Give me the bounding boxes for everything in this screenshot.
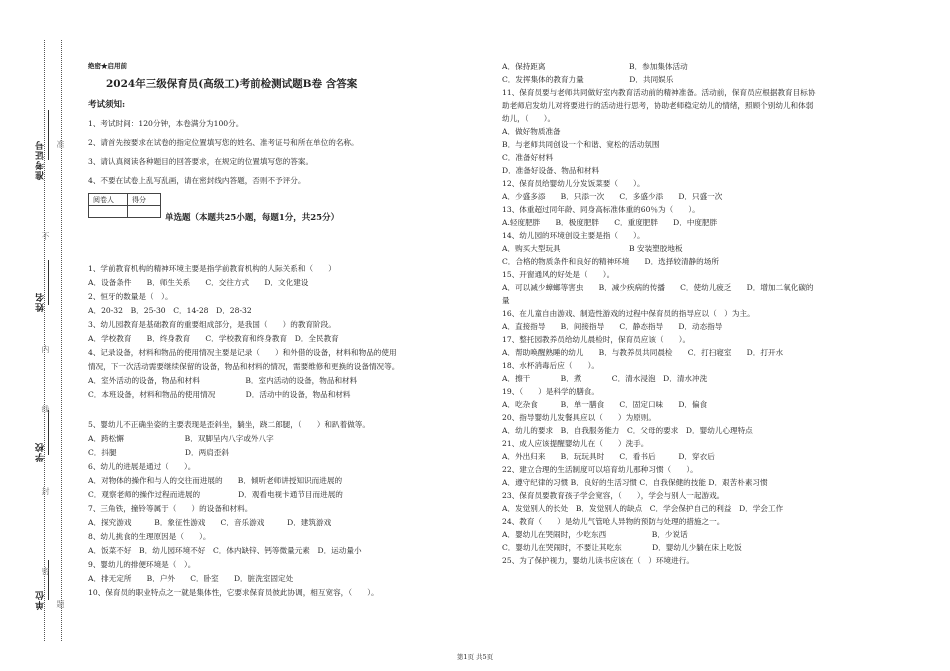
question-line: C．发挥集体的教育力量 D．共同娱乐 <box>502 75 674 84</box>
unit-label: 单位 <box>36 590 46 610</box>
question-line: A．设备条件 B．师生关系 C．交往方式 D．文化建设 <box>88 278 309 287</box>
question-line: C．本班设备，材料和物品的使用情况 D．活动中的设备，物品和材料 <box>88 390 351 399</box>
question-line: 助老师启发幼儿对将要进行的活动进行思考，协助老师稳定幼儿的情绪，照顾个别幼儿和体弱 <box>502 101 814 110</box>
question-line: 7、三角铁，撞铃等属于（ ）的设备和材料。 <box>88 504 253 513</box>
seal-line <box>44 40 45 641</box>
notice-heading: 考试须知: <box>88 100 126 110</box>
question-line: 4、记录设备，材料和物品的使用情况主要是记录（ ）和外借的设备，材料和物品的使用 <box>88 348 397 357</box>
question-line: 15、开窗通风的好处是（ ）。 <box>502 270 615 279</box>
question-line: 20、指导婴幼儿发餐具应以（ ）为原则。 <box>502 413 656 422</box>
secret-label: 绝密★启用前 <box>88 62 127 70</box>
notice-item: 2、请首先按要求在试卷的指定位置填写您的姓名、准考证号和所在单位的名称。 <box>88 138 359 147</box>
question-line: 19、（ ）是科学的膳食。 <box>502 387 599 396</box>
question-line: 6、幼儿的进展是通过（ ）。 <box>88 462 196 471</box>
question-line: A．婴幼儿在哭闹时，少吃东西 B．少说话 <box>502 530 688 539</box>
question-line: C．准备好材料 <box>502 153 554 162</box>
question-line: 23、保育员要教育孩子学会宽容，（ ），学会与别人一起游戏。 <box>502 491 725 500</box>
notice-item: 3、请认真阅读各种题目的回答要求，在规定的位置填写您的答案。 <box>88 157 314 166</box>
name-blank[interactable] <box>48 260 49 305</box>
question-line: A．直接指导 B．间接指导 C．静态指导 D．动态指导 <box>502 322 723 331</box>
question-line: 16、在儿童自由游戏、制造性游戏的过程中保育员的指导应以（ ）为主。 <box>502 309 755 318</box>
question-line: A．对物体的操作和与人的交往而进展的 B．倾听老师讲授知识而进展的 <box>88 476 343 485</box>
question-line: A．做好物质准备 <box>502 127 561 136</box>
seal-mark: 线 <box>41 405 50 413</box>
question-line: A．幼儿的要求 B．自我服务能力 C．父母的要求 D．婴幼儿心理特点 <box>502 426 753 435</box>
question-line: 18、水杯消毒后应（ ）。 <box>502 361 599 370</box>
question-line: A．吃杂食 B．单一膳食 C．固定口味 D．偏食 <box>502 400 708 409</box>
question-line: A．排无定所 B．户外 C．卧室 D．脏洗室固定处 <box>88 574 294 583</box>
question-line: A．遵守纪律的习惯 B．良好的生活习惯 C．自我保健的技能 D．艰苦朴素习惯 <box>502 478 768 487</box>
page-title: 2024年三级保育员(高级工)考前检测试题B卷 含答案 <box>106 78 358 90</box>
question-line: A．探究游戏 B．象征性游戏 C．音乐游戏 D．建筑游戏 <box>88 518 332 527</box>
question-line: 13、体重超过同年龄、同身高标准体重的60％为（ ）。 <box>502 205 700 214</box>
seal-mark: 内 <box>41 345 50 353</box>
score-blank[interactable] <box>128 206 161 218</box>
score-table <box>88 193 161 218</box>
question-line: 9、婴幼儿的排便环境是（ ）。 <box>88 560 196 569</box>
score-cell: 得分 <box>128 194 161 206</box>
binding-margin <box>0 0 80 671</box>
reviewer-blank[interactable] <box>89 206 128 218</box>
question-line: 22、建立合理的生活制度可以培育幼儿那种习惯（ ）。 <box>502 465 698 474</box>
school-blank[interactable] <box>48 410 49 455</box>
question-line: 14、幼儿园的环境创设主要是指（ ）。 <box>502 231 645 240</box>
question-line: 24、教育（ ）是幼儿气管呛人异物的预防与处理的措施之一。 <box>502 517 725 526</box>
question-line: 11、保育员要与老师共同做好室内教育活动前的精神准备。活动前，保育员应根据教育目标协 <box>502 88 816 97</box>
exam-number-blank[interactable] <box>48 110 49 160</box>
question-line: 量 <box>502 296 510 305</box>
question-line: 25、为了保护视力，婴幼儿读书应该在（ ）环境进行。 <box>502 556 694 565</box>
question-line: C．观察老师的操作过程而进展的 D．观看电视卡通节目而进展的 <box>88 490 343 499</box>
question-line: C．婴幼儿在哭闹时，不要让其吃东 D．婴幼儿少躺在床上吃饭 <box>502 543 742 552</box>
question-line: C．抖腿 D．两肩歪斜 <box>88 448 229 457</box>
unit-blank[interactable] <box>48 560 49 600</box>
question-line: A．饭菜不好 B．幼儿园环境不好 C．体内缺锌、钙等微量元素 D．运动量小 <box>88 546 362 555</box>
question-line: A．擦干 B．煮 C．清水浸泡 D．清水冲洗 <box>502 374 708 383</box>
notice-item: 4、不要在试卷上乱写乱画，请在密封线内答题，否则不予评分。 <box>88 176 306 185</box>
question-line: 10、保育员的职业特点之一就是集体性，它要求保育员彼此协调，相互宽容，（ ）。 <box>88 588 379 597</box>
question-line: 17、整托园教养员给幼儿晨检时，保育员应该（ ）。 <box>502 335 691 344</box>
question-line: 情况，下一次活动需要继续保留的设备，物品和材料的情况，需要维修和更换的设备情况等。 <box>88 362 400 371</box>
question-line: A．外出归来 B．玩玩具时 C．看书后 D．穿衣后 <box>502 452 715 461</box>
question-line: 1、学前教育机构的精神环境主要是指学前教育机构的人际关系和（ ） <box>88 264 336 273</box>
question-line: A．室外活动的设备，物品和材料 B．室内活动的设备，物品和材料 <box>88 376 358 385</box>
seal-mark: 封 <box>41 487 50 495</box>
question-line: A．购买大型玩具 B 安装塑胶地板 <box>502 244 683 253</box>
question-line: A．帮助唤醒熟睡的幼儿 B．与教养员共同晨检 C．打扫寝室 D．打开水 <box>502 348 784 357</box>
name-label: 姓名 <box>36 292 46 312</box>
question-line: A．20-32 B．25-30 C．14-28 D．28-32 <box>88 306 252 315</box>
question-line: A．可以减少蟑螂等害虫 B．减少疾病的传播 C．使幼儿疲乏 D．增加二氧化碳的 <box>502 283 814 292</box>
seal-mark: 不 <box>41 232 50 240</box>
exam-number-label: 准考证号 <box>36 140 46 180</box>
question-line: C．合格的物质条件和良好的精神环境 D．选择较清静的场所 <box>502 257 719 266</box>
school-label: 学校 <box>36 442 46 462</box>
question-line: 2、恒牙的数量是（ ）。 <box>88 292 173 301</box>
question-line: 5、婴幼儿不正确坐姿的主要表现是歪斜坐，躺坐，跷二郎腿，（ ）和趴着做等。 <box>88 420 370 429</box>
question-line: A.轻度肥胖 B．极度肥胖 C．重度肥胖 D．中度肥胖 <box>502 218 718 227</box>
question-line: A．保持距离 B．参加集体活动 <box>502 62 688 71</box>
section-title: 单选题（本题共25小题，每题1分，共25分） <box>165 213 340 223</box>
question-line: B．与老师共同创设一个和谐、宽松的活动氛围 <box>502 140 660 149</box>
question-line: 3、幼儿园教育是基础教育的重要组成部分，是我国（ ）的教育阶段。 <box>88 320 336 329</box>
question-line: 幼儿，（ ）。 <box>502 114 556 123</box>
question-line: 21、成人应该提醒婴幼儿在（ ）洗手。 <box>502 439 649 448</box>
page-footer: 第1页 共5页 <box>456 653 494 661</box>
question-line: A．少盛多添 B．只添一次 C．多盛少添 D．只盛一次 <box>502 192 723 201</box>
seal-mark: 密 <box>41 567 50 575</box>
reviewer-cell: 阅卷人 <box>89 194 128 206</box>
seal-line-inner <box>61 40 62 641</box>
question-line: 12、保育员给婴幼儿分发饭菜要（ ）。 <box>502 179 645 188</box>
question-line: D．准备好设备、物品和材料 <box>502 166 600 175</box>
seal-mark: 题 <box>56 600 65 608</box>
seal-mark: 准 <box>56 140 65 148</box>
question-line: A．学校教育 B．终身教育 C．学校教育和终身教育 D．全民教育 <box>88 334 339 343</box>
notice-item: 1、考试时间：120分钟，本卷满分为100分。 <box>88 119 244 128</box>
question-line: 8、幼儿挑食的生理原因是（ ）。 <box>88 532 211 541</box>
question-line: A．发觉别人的长处 B．发觉别人的缺点 C．学会保护自己的利益 D．学会工作 <box>502 504 784 513</box>
question-line: A．跨松懈 B．双脚呈内八字或外八字 <box>88 434 274 443</box>
